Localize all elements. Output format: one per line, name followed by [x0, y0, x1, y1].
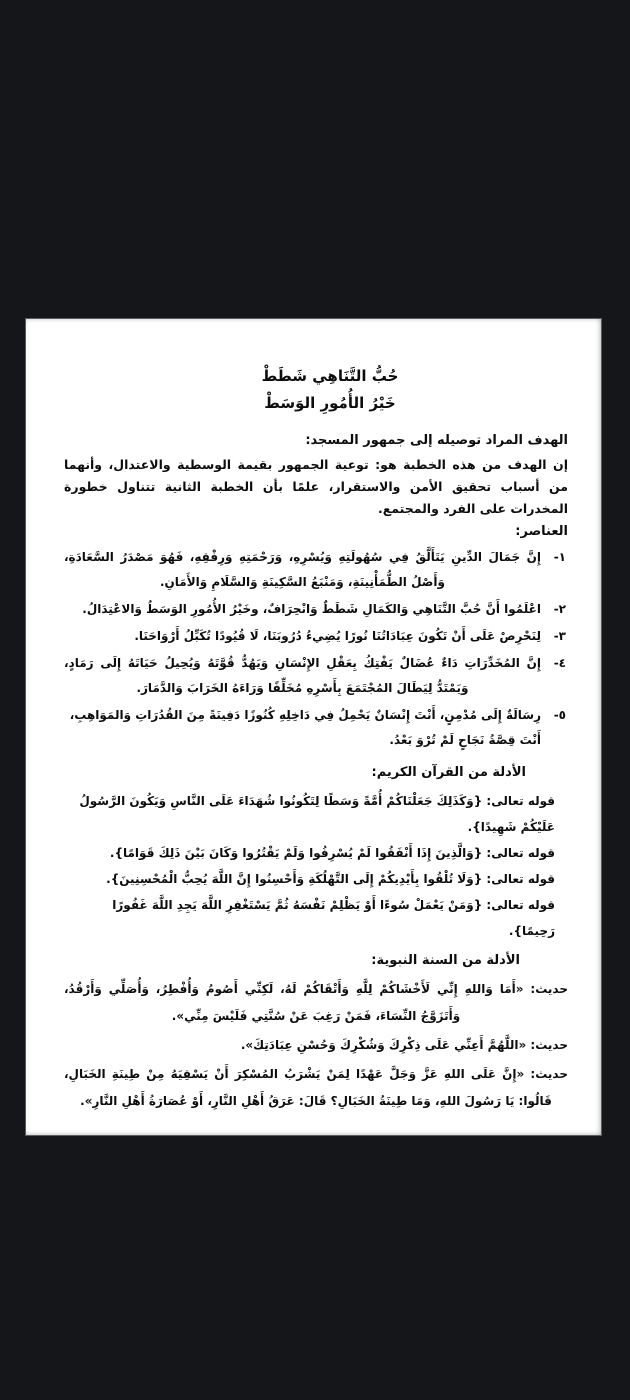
list-item-number: ١-: [553, 550, 566, 564]
document-title: [64, 363, 596, 417]
quran-evidence-heading: الأدلة من القرآن الكريم:: [371, 765, 526, 780]
goal-heading: الهدف المراد توصيله إلى جمهور المسجد:: [305, 433, 568, 448]
list-item-number: ٣-: [553, 629, 566, 643]
document-content: [26, 319, 601, 1115]
title-line-1: حُبُّ التَّنَاهِي شَطَطْ: [261, 367, 399, 385]
list-item-number: ٤-: [553, 656, 566, 670]
list-item-number: ٢-: [553, 602, 566, 616]
list-item-number: ٥-: [553, 708, 566, 722]
title-line-2: خَيْرُ الأُمُورِ الوَسَطْ: [264, 394, 396, 412]
quran-quote: قوله تعالى: {وَلَا تُلْقُوا بِأَيْدِيكُمْ إِلَى التَّهْلُكَةِ وَأَحْسِنُوا إِنَّ اللَّهَ يُحِبُّ الْمُحْسِنِينَ}.: [106, 872, 555, 886]
quran-quote: قوله تعالى: {وَالَّذِينَ إِذَا أَنْفَقُوا لَمْ يُسْرِفُوا وَلَمْ يَقْتُرُوا وَكَانَ بَيْنَ ذَلِكَ قَوَامًا}.: [109, 846, 555, 860]
list-item-text: لِنَحْرِصْ عَلَى أَنْ تَكُونَ عِبَادَاتُنَا نُورًا يُضِيءُ دُرُوبَنَا، لَا قُيُودًا تُكَبِّلُ أَرْوَاحَنَا.: [134, 629, 541, 643]
quran-quote: قوله تعالى: {وَمَنْ يَعْمَلْ سُوءًا أَوْ يَظْلِمْ نَفْسَهُ ثُمَّ يَسْتَغْفِرِ اللَّهَ يَجِدِ اللَّهَ غَفُورًا رَحِيمًا}.: [112, 898, 555, 938]
list-item-text: رِسَالَةٌ إِلَى مُدْمِنٍ، أَنْتَ إِنْسَانٌ يَحْمِلُ فِي دَاخِلِهِ كُنُوزًا دَفِينَةً مِنَ القُدُرَاتِ وَالمَوَاهِبِ، أَنْتَ قِصَّةُ نَجَاحٍ لَمْ تُرْوَ بَعْدُ.: [69, 708, 541, 747]
hadith-item: حديث: «أَمَا وَاللهِ إِنِّي لَأَخْشَاكُمْ لِلَّهِ وَأَتْقَاكُمْ لَهُ، لَكِنِّي أَصُومُ وَأُفْطِرُ، وَأُصَلِّي وَأَرْقُدُ، وَأَتَزَوَّجُ النِّسَاءَ، فَمَنْ رَغِبَ عَنْ سُنَّتِي فَلَيْسَ مِنِّي».: [64, 982, 568, 1023]
scanned-document-page: [25, 318, 602, 1136]
list-item: [64, 624, 568, 649]
list-item: [64, 703, 568, 753]
list-item-text: إِنَّ المُخَدِّرَاتِ دَاءٌ عُضَالٌ يَفْتِكُ بِعَقْلِ الإِنْسَانِ وَيَهُدُّ قُوَّتَهُ وَيُحِيلُ حَيَاتَهُ إِلَى رَمَادٍ، وَيَمْتَدُّ لِيَطَالَ المُجْتَمَعَ بِأَسْرِهِ مُخَلِّفًا وَرَاءَهُ الخَرَابَ وَالدَّمَارَ.: [64, 656, 541, 695]
list-item: [64, 597, 568, 622]
goal-paragraph: إن الهدف من هذه الخطبة هو: توعية الجمهور بقيمة الوسطية والاعتدال، وأنهما من أسباب تحقيق الأمن والاستقرار، علمًا بأن الخطبة الثانية تتناول خطورة المخدرات على الفرد والمجتمع.: [64, 457, 568, 516]
quran-quote: قوله تعالى: {وَكَذَلِكَ جَعَلْنَاكُمْ أُمَّةً وَسَطًا لِتَكُونُوا شُهَدَاءَ عَلَى النَّاسِ وَيَكُونَ الرَّسُولُ عَلَيْكُمْ شَهِيدًا}.: [79, 794, 555, 834]
list-item-text: إِنَّ جَمَالَ الدِّينِ يَتَأَلَّقُ فِي سُهُولَتِهِ وَيُسْرِهِ، وَرَحْمَتِهِ وَرِفْقِهِ، فَهُوَ مَصْدَرُ السَّعَادَةِ، وَأَصْلُ الطُّمَأْنِينَةِ، وَمَنْبَعُ السَّكِينَةِ وَالسَّلَامِ وَالأَمَانِ.: [64, 550, 541, 589]
list-item: [64, 651, 568, 701]
list-item-text: اعْلَمُوا أَنَّ حُبَّ التَّنَاهِي وَالكَمَالِ شَطَطٌ وَانْحِرَافٌ، وخَيْرُ الأُمُورِ الوَسَطُ وَالاعْتِدَالُ.: [82, 602, 541, 616]
sunnah-evidence-heading: الأدلة من السنة النبوية:: [371, 953, 520, 968]
hadith-item: حديث: «إِنَّ عَلَى اللهِ عَزَّ وَجَلَّ عَهْدًا لِمَنْ يَشْرَبُ المُسْكِرَ أَنْ يَسْقِيَهُ مِنْ طِينَةِ الخَبَالِ، قَالُوا: يَا رَسُولَ اللهِ، وَمَا طِينَةُ الخَبَالِ؟ قَالَ: عَرَقُ أَهْلِ النَّارِ، أَوْ عُصَارَةُ أَهْلِ النَّارِ».: [64, 1067, 568, 1108]
elements-heading: العناصر:: [515, 524, 568, 539]
list-item: [64, 545, 568, 595]
hadith-item: حديث: «اللَّهُمَّ أَعِنِّي عَلَى ذِكْرِكَ وَشُكْرِكَ وَحُسْنِ عِبَادَتِكَ».: [240, 1038, 568, 1052]
